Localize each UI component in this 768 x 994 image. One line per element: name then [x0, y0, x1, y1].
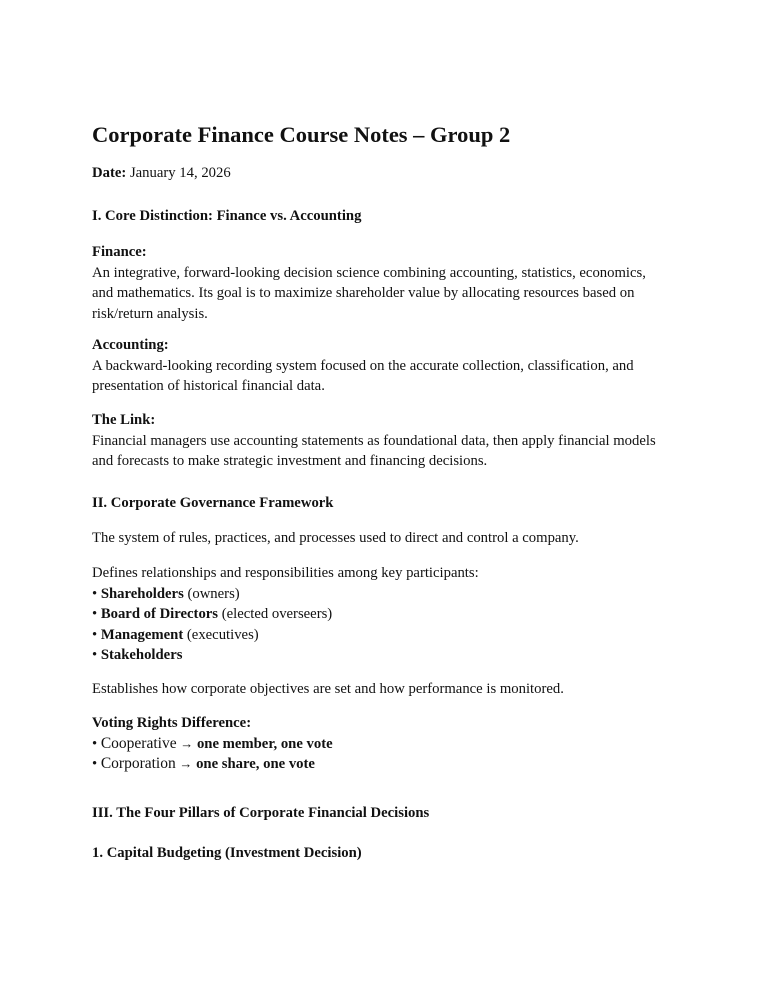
accounting-definition — [92, 335, 676, 397]
arrow-right-icon: → — [179, 756, 193, 771]
finance-text-line: risk/return analysis. — [92, 305, 208, 322]
page-title: Corporate Finance Course Notes – Group 2 — [92, 122, 511, 147]
subsection-capital-budgeting: 1. Capital Budgeting (Investment Decision) — [92, 845, 362, 861]
finance-text-line: An integrative, forward-looking decision science combining accounting, statistics, economics, — [92, 264, 646, 281]
list-item — [92, 734, 676, 755]
participant-name: Stakeholders — [100, 647, 183, 663]
finance-text-line: and mathematics. Its goal is to maximize shareholder value by allocating resources based on — [92, 285, 635, 301]
date-value: January 14, 2026 — [129, 165, 231, 181]
voting-entity: Corporation — [100, 755, 176, 772]
date-line — [92, 163, 676, 184]
participant-name: Management — [100, 626, 184, 643]
list-item — [92, 754, 676, 775]
accounting-label: Accounting: — [92, 337, 169, 353]
finance-definition — [92, 242, 676, 324]
list-item — [92, 604, 676, 625]
participant-desc: (owners) — [183, 585, 240, 602]
participant-name: Board of Directors — [100, 606, 219, 622]
link-text-line: and forecasts to make strategic investment and financing decisions. — [92, 453, 488, 469]
list-item — [92, 584, 676, 605]
finance-label: Finance: — [92, 244, 147, 260]
participants-intro: Defines relationships and responsibilities among key participants: — [92, 565, 479, 581]
accounting-text-line: presentation of historical financial data. — [92, 378, 325, 394]
participants-list — [92, 563, 676, 666]
section-1-heading: I. Core Distinction: Finance vs. Accounting — [92, 208, 362, 224]
link-definition — [92, 410, 676, 472]
participant-desc: (elected overseers) — [218, 606, 333, 622]
voting-rule: one share, one vote — [196, 756, 315, 772]
governance-intro: The system of rules, practices, and processes used to direct and control a company. — [92, 530, 579, 546]
accounting-text-line: A backward-looking recording system focused on the accurate collection, classification, and — [92, 357, 634, 374]
arrow-right-icon: → — [180, 735, 194, 751]
participant-desc: (executives) — [183, 626, 259, 643]
link-text-line: Financial managers use accounting statements as foundational data, then apply financial models — [92, 432, 656, 449]
section-2-heading: II. Corporate Governance Framework — [92, 495, 334, 511]
list-item — [92, 625, 676, 646]
voting-entity: Cooperative — [100, 734, 177, 752]
voting-rule: one member, one vote — [196, 735, 333, 752]
date-label: Date: — [92, 165, 127, 181]
section-3-heading: III. The Four Pillars of Corporate Financial Decisions — [92, 805, 430, 821]
participant-name: Shareholders — [100, 585, 184, 602]
objectives-text: Establishes how corporate objectives are set and how performance is monitored. — [92, 681, 564, 697]
voting-rights — [92, 713, 676, 775]
voting-label: Voting Rights Difference: — [92, 715, 252, 731]
link-label: The Link: — [92, 412, 156, 428]
list-item — [92, 645, 676, 666]
